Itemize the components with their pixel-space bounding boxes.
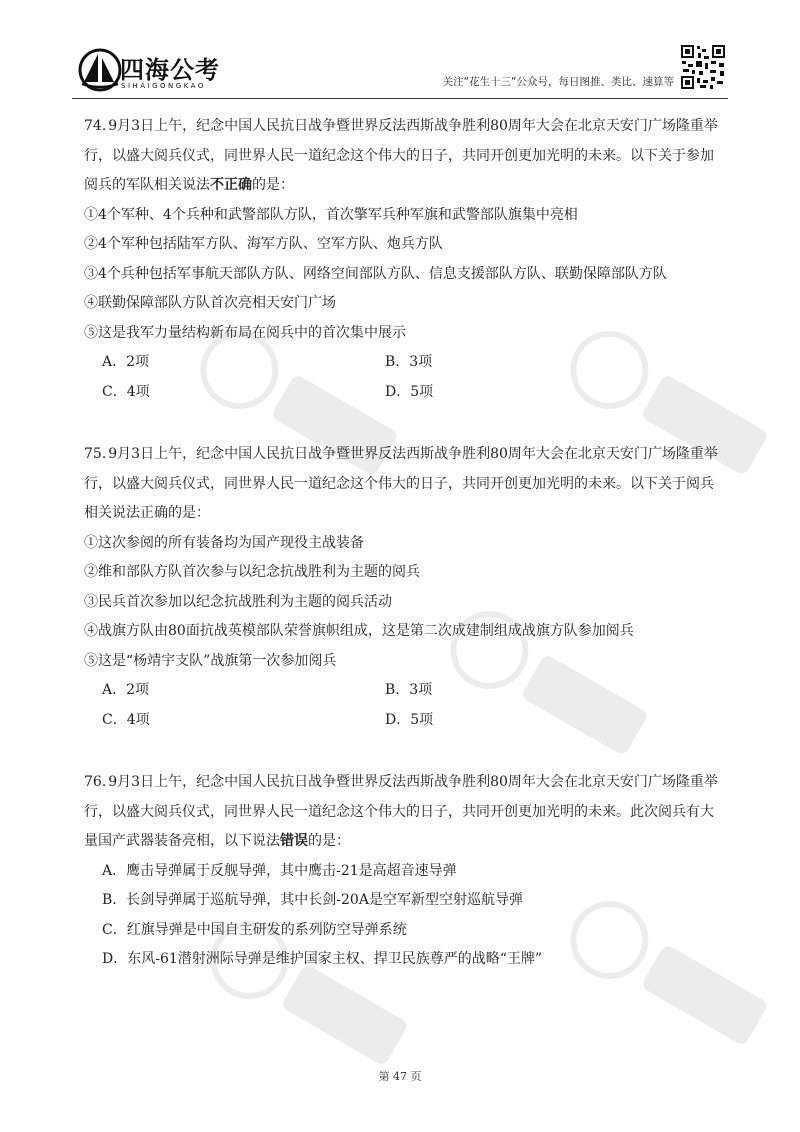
page-header: [0, 0, 800, 106]
option-d[interactable]: D．5项: [385, 383, 434, 400]
brand-name: 四海公考: [120, 56, 220, 84]
statement: ④战旗方队由80面抗战英模部队荣誉旗帜组成，这是第二次成建制组成战旗方队参加阅兵: [84, 623, 634, 639]
statement: ⑤这是我军力量结构新布局在阅兵中的首次集中展示: [84, 324, 406, 341]
statement: ③4个兵种包括军事航天部队方队、网络空间部队方队、信息支援部队方队、联勤保障部队方队: [84, 265, 667, 282]
answer-options: [84, 676, 724, 735]
statement: ④联勤保障部队方队首次亮相天安门广场: [84, 295, 336, 311]
option-a[interactable]: A．鹰击导弹属于反舰导弹，其中鹰击-21是高超音速导弹: [102, 862, 457, 879]
statement: ③民兵首次参加以纪念抗战胜利为主题的阅兵活动: [84, 593, 392, 610]
header-divider: [72, 98, 728, 99]
statement: ②4个军种包括陆军方队、海军方队、空军方队、炮兵方队: [84, 236, 443, 252]
stem-emphasis: 错误: [280, 833, 308, 849]
question-list: [84, 112, 724, 1008]
qr-code-icon: [680, 44, 726, 90]
stem-text-end: 的是：: [308, 833, 350, 849]
statement: ①4个军种、4个兵种和武警部队方队，首次擎军兵种军旗和武警部队旗集中亮相: [84, 206, 578, 223]
option-c[interactable]: C．红旗导弹是中国自主研发的系列防空导弹系统: [102, 921, 407, 938]
page-number: 第 47 页: [378, 1070, 422, 1083]
stem-text: 9月3日上午，纪念中国人民抗日战争暨世界反法西斯战争胜利80周年大会在北京天安门广场隆重举行，以盛大阅兵仪式，同世界人民一道纪念这个伟大的日子，共同开创更加光明的未来。以下关于参加阅兵的军队相关说法: [84, 118, 718, 193]
question-stem: [84, 768, 724, 857]
question-74: [84, 112, 724, 407]
option-a[interactable]: A．2项: [102, 682, 150, 698]
option-c[interactable]: C．4项: [102, 711, 150, 728]
stem-emphasis: 不正确: [210, 177, 252, 193]
option-d[interactable]: D．5项: [385, 711, 434, 728]
brand-subtitle: SIHAIGONGKAO: [121, 82, 206, 90]
option-a[interactable]: A．2项: [102, 354, 150, 370]
stem-text: 9月3日上午，纪念中国人民抗日战争暨世界反法西斯战争胜利80周年大会在北京天安门广场隆重举行，以盛大阅兵仪式，同世界人民一道纪念这个伟大的日子，共同开创更加光明的未来。以下关于阅兵相关说法正确的是：: [84, 446, 718, 521]
option-d[interactable]: D．东风-61潜射洲际导弹是维护国家主权、捍卫民族尊严的战略“王牌”: [102, 951, 543, 967]
statement: ②维和部队方队首次参与以纪念抗战胜利为主题的阅兵: [84, 564, 420, 580]
question-number: 75.: [84, 446, 107, 462]
stem-text-end: 的是：: [252, 177, 294, 193]
option-b[interactable]: B．3项: [385, 354, 433, 370]
question-stem: [84, 112, 724, 201]
question-stem: [84, 440, 724, 529]
option-b[interactable]: B．3项: [385, 682, 433, 698]
question-75: [84, 440, 724, 735]
statement: ①这次参阅的所有装备均为国产现役主战装备: [84, 534, 364, 551]
option-b[interactable]: B．长剑导弹属于巡航导弹，其中长剑-20A是空军新型空射巡航导弹: [102, 892, 523, 908]
question-number: 76.: [84, 774, 107, 790]
question-76: [84, 768, 724, 975]
question-number: 74.: [84, 118, 107, 134]
stem-text: 9月3日上午，纪念中国人民抗日战争暨世界反法西斯战争胜利80周年大会在北京天安门广场隆重举行，以盛大阅兵仪式，同世界人民一道纪念这个伟大的日子，共同开创更加光明的未来。此次阅兵有大量国产武器装备亮相，以下说法: [84, 774, 718, 849]
answer-options: [84, 348, 724, 407]
option-c[interactable]: C．4项: [102, 383, 150, 400]
header-note: 关注“花生十三”公众号，每日图推、类比、速算等: [442, 76, 674, 88]
statement: ⑤这是“杨靖宇支队”战旗第一次参加阅兵: [84, 652, 337, 669]
